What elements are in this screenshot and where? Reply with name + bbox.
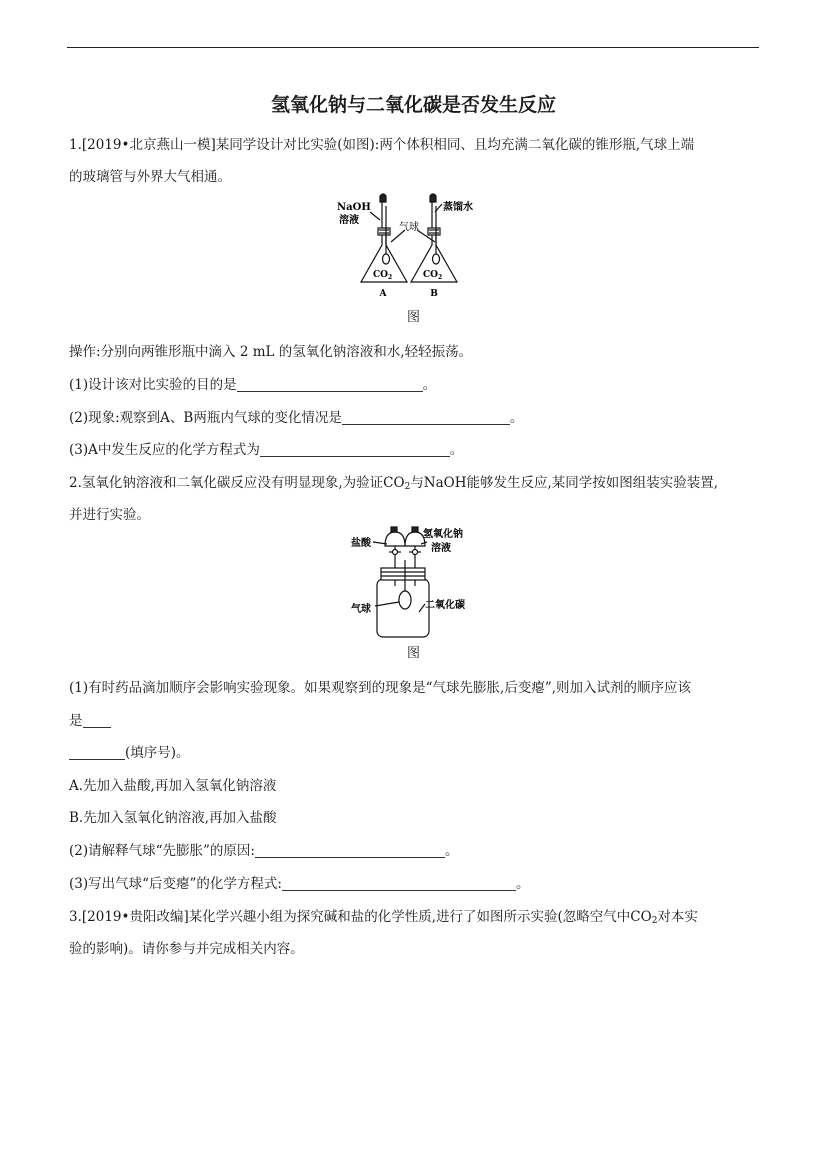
q1-sub2-blank[interactable] [342, 410, 510, 425]
q2-sub2-blank[interactable] [255, 843, 445, 858]
q2-sub2-end: 。 [444, 843, 459, 859]
q2-figure-apparatus [345, 524, 480, 639]
q2-sub3-text: (3)写出气球“后变瘪”的化学方程式: [69, 876, 282, 892]
q2-stem-line1 [69, 471, 718, 492]
q2-sub1-line3-text: (填序号)。 [125, 745, 190, 761]
q1-sub2-text: (2)现象:观察到A、B两瓶内气球的变化情况是 [69, 410, 342, 426]
q1-figure-flasks [335, 192, 495, 302]
q2-sub1-blank-a[interactable] [83, 713, 111, 728]
q3-stem-part2: 对本实 [657, 909, 698, 925]
q2-sub1-line1: (1)有时药品滴加顺序会影响实验现象。如果观察到的现象是“气球先膨胀,后变瘪”,则加入试剂的顺序应该 [69, 680, 692, 696]
q2-sub1-line2-text: 是 [69, 713, 83, 729]
q2-sub2 [69, 839, 458, 859]
q2-stem-part2: 与NaOH能够发生反应,某同学按如图组装实验装置, [410, 475, 719, 491]
naoh-label-2: 溶液 [431, 543, 451, 554]
q1-figure-caption: 图 [407, 310, 421, 325]
q1-sub3-text: (3)A中发生反应的化学方程式为 [69, 442, 260, 458]
q2-sub2-text: (2)请解释气球“先膨胀”的原因: [69, 843, 255, 859]
q2-option-b: B.先加入氢氧化钠溶液,再加入盐酸 [69, 810, 277, 826]
co2-label: 二氧化碳 [425, 600, 465, 611]
q2-sub3-end: 。 [515, 876, 530, 892]
q1-sub3-blank[interactable] [260, 442, 450, 457]
q1-sub2-end: 。 [509, 410, 524, 426]
naoh-label-1: 氢氧化钠 [423, 529, 463, 540]
q1-operation: 操作:分别向两锥形瓶中滴入 2 mL 的氢氧化钠溶液和水,轻轻振荡。 [69, 344, 473, 360]
q1-stem-line2: 的玻璃管与外界大气相通。 [69, 169, 231, 185]
page-title: 氢氧化钠与二氧化碳是否发生反应 [270, 94, 556, 116]
balloon-label: 气球 [399, 222, 419, 233]
flask-a-gas-subscript: 2 [388, 274, 393, 281]
q2-sub3-blank[interactable] [282, 876, 516, 891]
balloon-label: 气球 [351, 604, 371, 615]
q1-sub1 [69, 373, 436, 393]
q1-stem-line1: 1.[2019•北京燕山一模]某同学设计对比实验(如图):两个体积相同、且均充满二氧化碳的锥形瓶,气球上端 [69, 137, 695, 153]
header-rule [67, 47, 759, 48]
q1-sub3-end: 。 [449, 442, 464, 458]
q2-sub1-line2 [69, 709, 111, 729]
q2-stem-line2: 并进行实验。 [69, 507, 150, 523]
q2-figure-caption: 图 [407, 646, 421, 661]
naoh-solution-label-1: NaOH [337, 202, 371, 213]
q3-stem-subscript: 2 [651, 916, 658, 926]
hydrochloric-acid-label: 盐酸 [351, 538, 371, 549]
q1-sub2 [69, 406, 523, 426]
naoh-solution-label-2: 溶液 [339, 215, 359, 226]
q1-sub1-end: 。 [422, 377, 437, 393]
q2-sub3 [69, 872, 529, 892]
q2-sub1-line3 [69, 741, 190, 761]
q1-sub1-text: (1)设计该对比实验的目的是 [69, 377, 237, 393]
flask-a-name: A [379, 289, 387, 299]
flask-b-gas-label: CO [423, 270, 439, 280]
q3-stem-line2: 验的影响)。请你参与并完成相关内容。 [69, 941, 304, 957]
flask-b-gas-subscript: 2 [438, 274, 443, 281]
q2-sub1-blank-b[interactable] [69, 745, 125, 760]
q3-stem-part1: 3.[2019•贵阳改编]某化学兴趣小组为探究碱和盐的化学性质,进行了如图所示实验(忽略空气中CO [69, 909, 652, 925]
q2-stem-part1: 2.氢氧化钠溶液和二氧化碳反应没有明显现象,为验证CO [69, 475, 405, 491]
q3-stem-line1 [69, 905, 698, 926]
flask-a-gas-label: CO [373, 270, 389, 280]
q2-option-a: A.先加入盐酸,再加入氢氧化钠溶液 [69, 778, 277, 794]
q2-stem-subscript: 2 [404, 482, 411, 492]
flask-b-name: B [430, 289, 438, 299]
distilled-water-label: 蒸馏水 [443, 202, 473, 213]
q1-sub3 [69, 438, 463, 458]
q1-sub1-blank[interactable] [237, 377, 423, 392]
